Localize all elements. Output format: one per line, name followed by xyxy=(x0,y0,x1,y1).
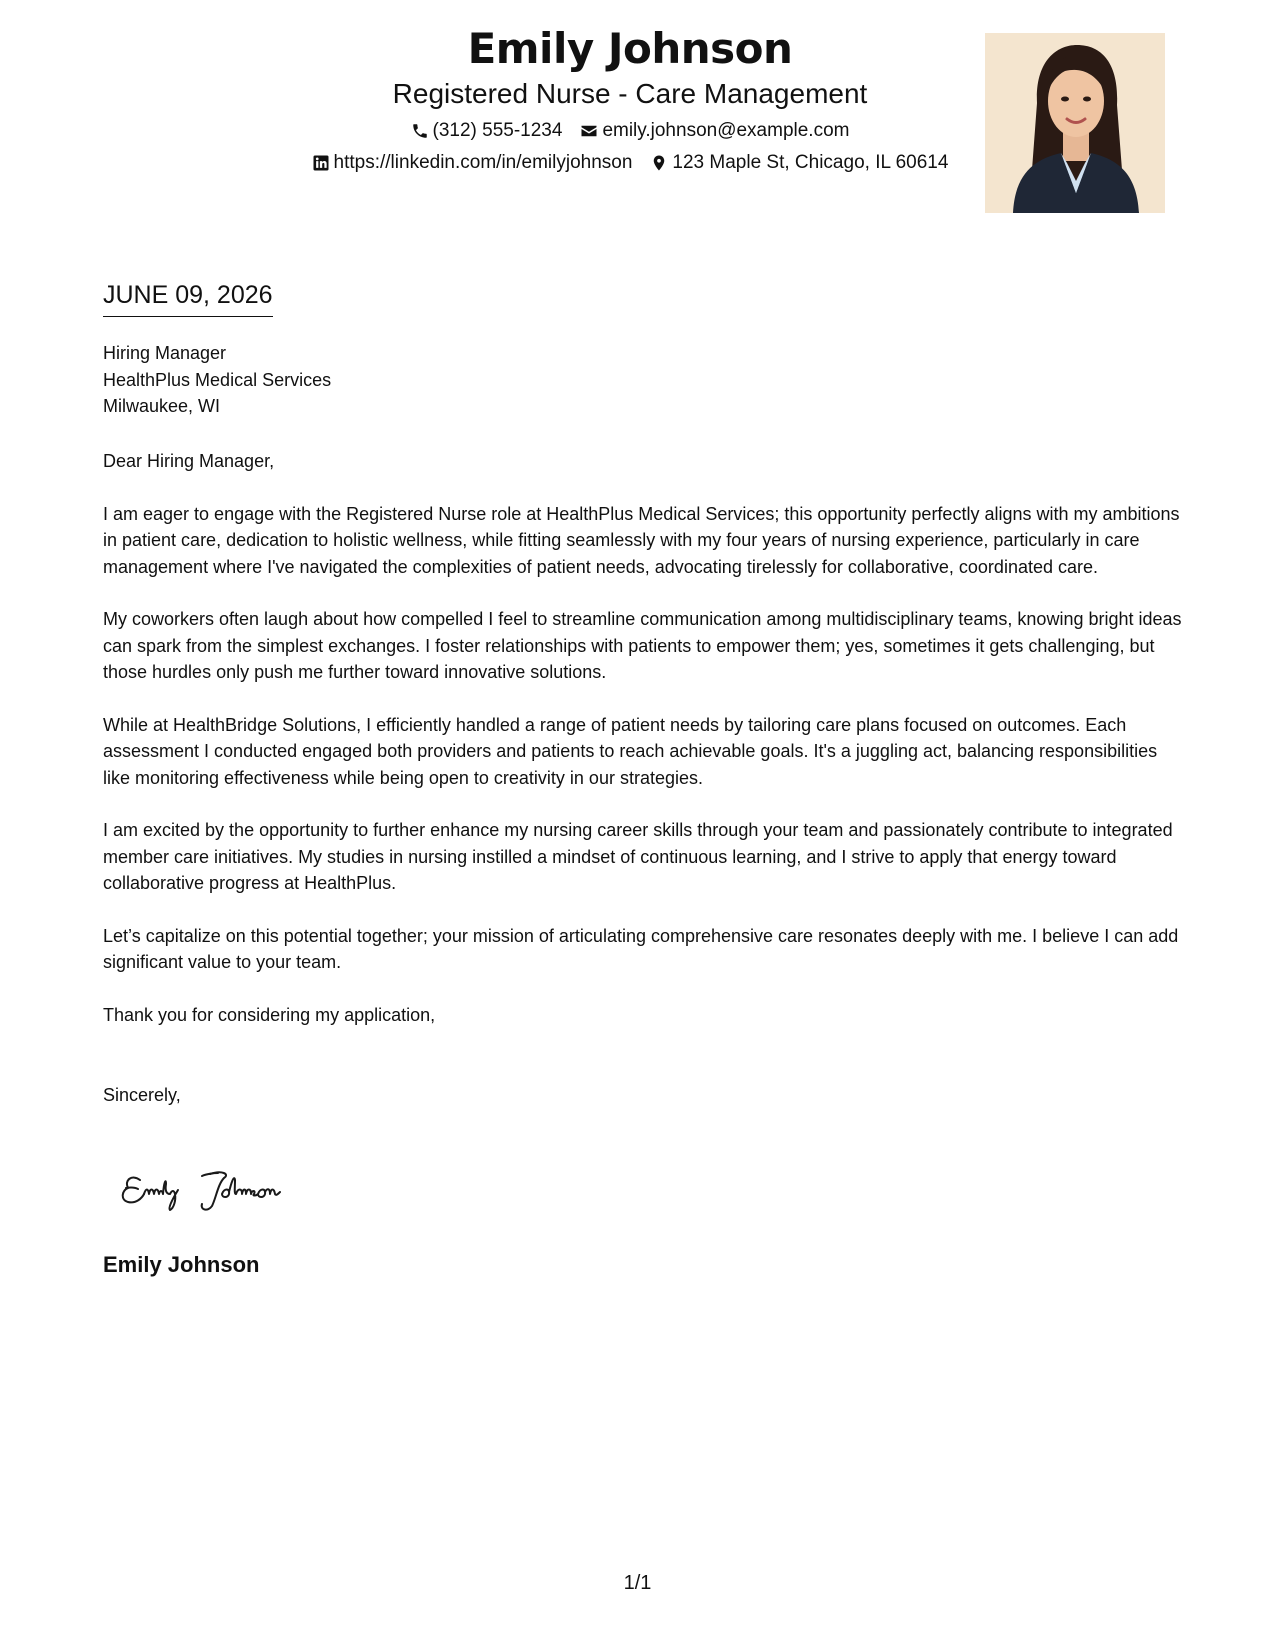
linkedin-contact[interactable] xyxy=(312,150,633,176)
body-paragraph: I am excited by the opportunity to further enhance my nursing career skills through your team and passionately contribute to integrated member care initiatives. My studies in nursing instilled a mindset of continuous learning, and I strive to apply that energy toward collaborative progress at HealthPlus. xyxy=(103,820,1173,893)
address-contact xyxy=(650,150,948,176)
phone-contact xyxy=(411,118,563,144)
body-paragraph: While at HealthBridge Solutions, I efficiently handled a range of patient needs by tailoring care plans focused on outcomes. Each assessment I conducted engaged both providers and patients to reach achievable goals. It's a juggling act, balancing responsibilities like monitoring effectiveness while being open to creativity in our strategies. xyxy=(103,714,1158,788)
recipient-title: Hiring Manager xyxy=(103,343,227,363)
letter-header xyxy=(0,22,1275,232)
recipient-location: Milwaukee, WI xyxy=(103,396,221,416)
linkedin-url[interactable]: https://linkedin.com/in/emilyjohnson xyxy=(333,152,633,173)
contact-row-1 xyxy=(230,118,1030,144)
signer-name: Emily Johnson xyxy=(103,1252,260,1277)
email-contact[interactable] xyxy=(580,118,849,144)
page-number: 1/1 xyxy=(623,1572,652,1594)
profile-photo xyxy=(985,33,1165,213)
phone-icon xyxy=(411,122,429,140)
email-address[interactable]: emily.johnson@example.com xyxy=(602,120,850,141)
letter-date: JUNE 09, 2026 xyxy=(103,278,273,317)
body-paragraph: My coworkers often laugh about how compelled I feel to streamline communication among multidisciplinary teams, knowing bright ideas can spark from the simplest exchanges. I foster relationships with patients to empower them; yes, sometimes it gets challenging, but those hurdles only push me further toward innovative solutions. xyxy=(103,609,1182,682)
applicant-title: Registered Nurse - Care Management xyxy=(392,78,868,109)
envelope-icon xyxy=(580,122,598,140)
body-paragraph: Let’s capitalize on this potential together; your mission of articulating comprehensive care resonates deeply with me. I believe I can add significant value to your team. xyxy=(103,925,1179,972)
closing-line: Sincerely, xyxy=(103,1085,181,1105)
salutation: Dear Hiring Manager, xyxy=(103,451,275,471)
letter-body xyxy=(103,448,1183,1135)
contact-row-2 xyxy=(230,150,1030,176)
street-address: 123 Maple St, Chicago, IL 60614 xyxy=(672,152,949,173)
applicant-name: Emily Johnson xyxy=(467,24,793,73)
handwritten-signature xyxy=(118,1160,348,1225)
recipient-company: HealthPlus Medical Services xyxy=(103,369,332,390)
thanks-line: Thank you for considering my application, xyxy=(103,1004,436,1025)
linkedin-icon xyxy=(312,154,330,172)
map-pin-icon xyxy=(650,154,668,172)
body-paragraph: I am eager to engage with the Registered Nurse role at HealthPlus Medical Services; this opportunity perfectly aligns with my ambitions in patient care, dedication to holistic wellness, while fitting seamlessly with my four years of nursing experience, particularly in care management where I've navigated the complexities of patient needs, advocating tirelessly for collaborative, coordinated care. xyxy=(103,503,1180,577)
letter-date-block xyxy=(103,278,273,317)
header-text-block xyxy=(230,22,1030,176)
phone-number: (312) 555-1234 xyxy=(432,120,563,141)
recipient-block xyxy=(103,340,331,420)
